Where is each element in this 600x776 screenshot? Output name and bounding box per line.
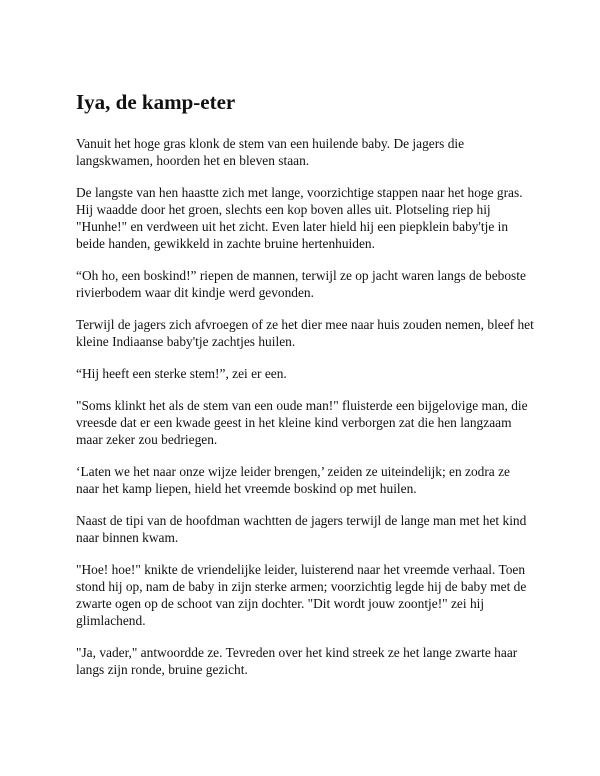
- story-title: Iya, de kamp-eter: [76, 90, 236, 114]
- paragraph-4: Terwijl de jagers zich afvroegen of ze het dier mee naar huis zouden nemen, bleef het kleine Indiaanse baby'tje zachtjes huilen.: [76, 317, 534, 350]
- paragraph-7: ‘Laten we het naar onze wijze leider brengen,’ zeiden ze uiteindelijk; en zodra ze naar het kamp liepen, hield het vreemde boskind op met huilen.: [76, 464, 510, 497]
- paragraph-1: Vanuit het hoge gras klonk de stem van een huilende baby. De jagers die langskwamen, hoorden het en bleven staan.: [76, 136, 465, 169]
- paragraph-3: “Oh ho, een boskind!” riepen de mannen, terwijl ze op jacht waren langs de beboste rivierbodem waar dit kindje werd gevonden.: [76, 268, 526, 301]
- paragraph-6: "Soms klinkt het als de stem van een oude man!" fluisterde een bijgelovige man, die vreesde dat er een kwade geest in het kleine kind verborgen zat die hen langzaam maar zeker zou bedriegen.: [76, 398, 528, 448]
- paragraph-8: Naast de tipi van de hoofdman wachtten de jagers terwijl de lange man met het kind naar binnen kwam.: [76, 513, 527, 546]
- paragraph-5: “Hij heeft een sterke stem!”, zei er een.: [76, 366, 287, 382]
- paragraph-9: "Hoe! hoe!" knikte de vriendelijke leider, luisterend naar het vreemde verhaal. Toen stond hij op, nam de baby in zijn sterke armen; voorzichtig legde hij de baby met de zwarte ogen op de schoot van zijn dochter. "Dit wordt jouw zoontje!" zei hij glimlachend.: [76, 562, 527, 629]
- paragraph-2: De langste van hen haastte zich met lange, voorzichtige stappen naar het hoge gras. Hij waadde door het groen, slechts een kop boven alles uit. Plotseling riep hij "Hunhe!" en verdween uit het zicht. Even later hield hij een piepklein baby'tje in beide handen, gewikkeld in zachte bruine hertenhuiden.: [76, 185, 523, 252]
- paragraph-10: "Ja, vader," antwoordde ze. Tevreden over het kind streek ze het lange zwarte haar langs zijn ronde, bruine gezicht.: [76, 645, 518, 678]
- document-page: [76, 90, 536, 693]
